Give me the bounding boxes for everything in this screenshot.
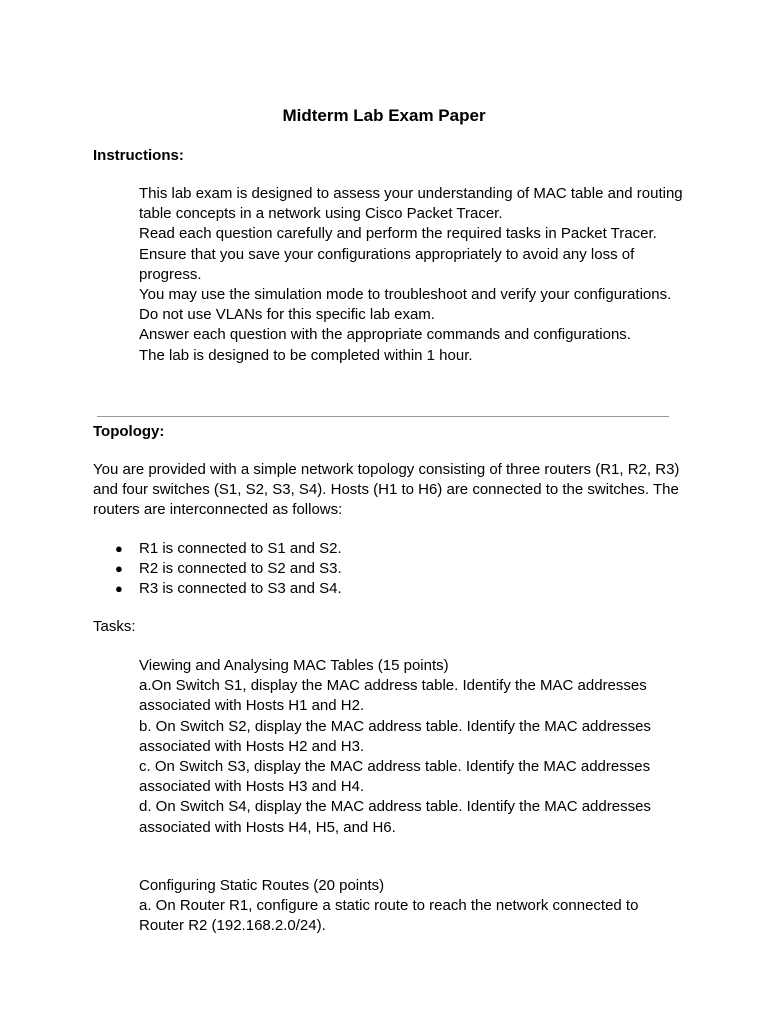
bullet-text: R3 is connected to S3 and S4. (139, 580, 342, 598)
routes-section (139, 876, 684, 937)
instruction-item: Answer each question with the appropriate commands and configurations. (139, 326, 631, 344)
mac-task-item: a.On Switch S1, display the MAC address table. Identify the MAC addresses associated with Hosts H1 and H2. (139, 677, 647, 715)
bullet-icon: ● (115, 541, 123, 556)
mac-section (139, 656, 684, 838)
instruction-item: The lab is designed to be completed within 1 hour. (139, 346, 473, 364)
mac-task-item: c. On Switch S3, display the MAC address table. Identify the MAC addresses associated with Hosts H3 and H4. (139, 758, 651, 796)
instruction-item: Do not use VLANs for this specific lab exam. (139, 306, 435, 324)
instruction-item: Ensure that you save your configurations appropriately to avoid any loss of progress. (139, 245, 635, 283)
bullet-icon: ● (115, 581, 123, 597)
bullet-text: R1 is connected to S1 and S2. (139, 540, 342, 557)
instructions-heading: Instructions: (93, 147, 184, 164)
bullet-icon: ● (115, 561, 123, 577)
list-item (93, 559, 342, 579)
page-title: Midterm Lab Exam Paper (282, 106, 486, 125)
instructions-list (139, 184, 684, 366)
bullet-text: R2 is connected to S2 and S3. (139, 560, 342, 578)
topology-heading: Topology: (93, 423, 165, 440)
routes-task-item: a. On Router R1, configure a static route to reach the network connected to Router R2 (192.168.2.0/24). (139, 897, 639, 935)
list-item (93, 579, 342, 599)
instruction-item: Read each question carefully and perform the required tasks in Packet Tracer. (139, 225, 657, 243)
tasks-heading: Tasks: (93, 618, 136, 635)
mac-task-item: b. On Switch S2, display the MAC address table. Identify the MAC addresses associated with Hosts H2 and H3. (139, 717, 651, 755)
topology-bullet-list (93, 539, 342, 600)
mac-task-item: d. On Switch S4, display the MAC address table. Identify the MAC addresses associated with Hosts H4, H5, and H6. (139, 798, 651, 836)
mac-section-title: Viewing and Analysing MAC Tables (15 points) (139, 657, 449, 674)
instruction-item: This lab exam is designed to assess your understanding of MAC table and routing table concepts in a network using Cisco Packet Tracer. (139, 185, 683, 223)
list-item (93, 539, 342, 559)
routes-section-title: Configuring Static Routes (20 points) (139, 877, 385, 894)
horizontal-divider (97, 416, 669, 417)
topology-paragraph: You are provided with a simple network topology consisting of three routers (R1, R2, R3) and four switches (S1, S2, S3, S4). Hosts (H1 to H6) are connected to the switches. The routers are interconnected as follows: (93, 461, 680, 519)
instruction-item: You may use the simulation mode to troubleshoot and verify your configurations. (139, 286, 672, 304)
